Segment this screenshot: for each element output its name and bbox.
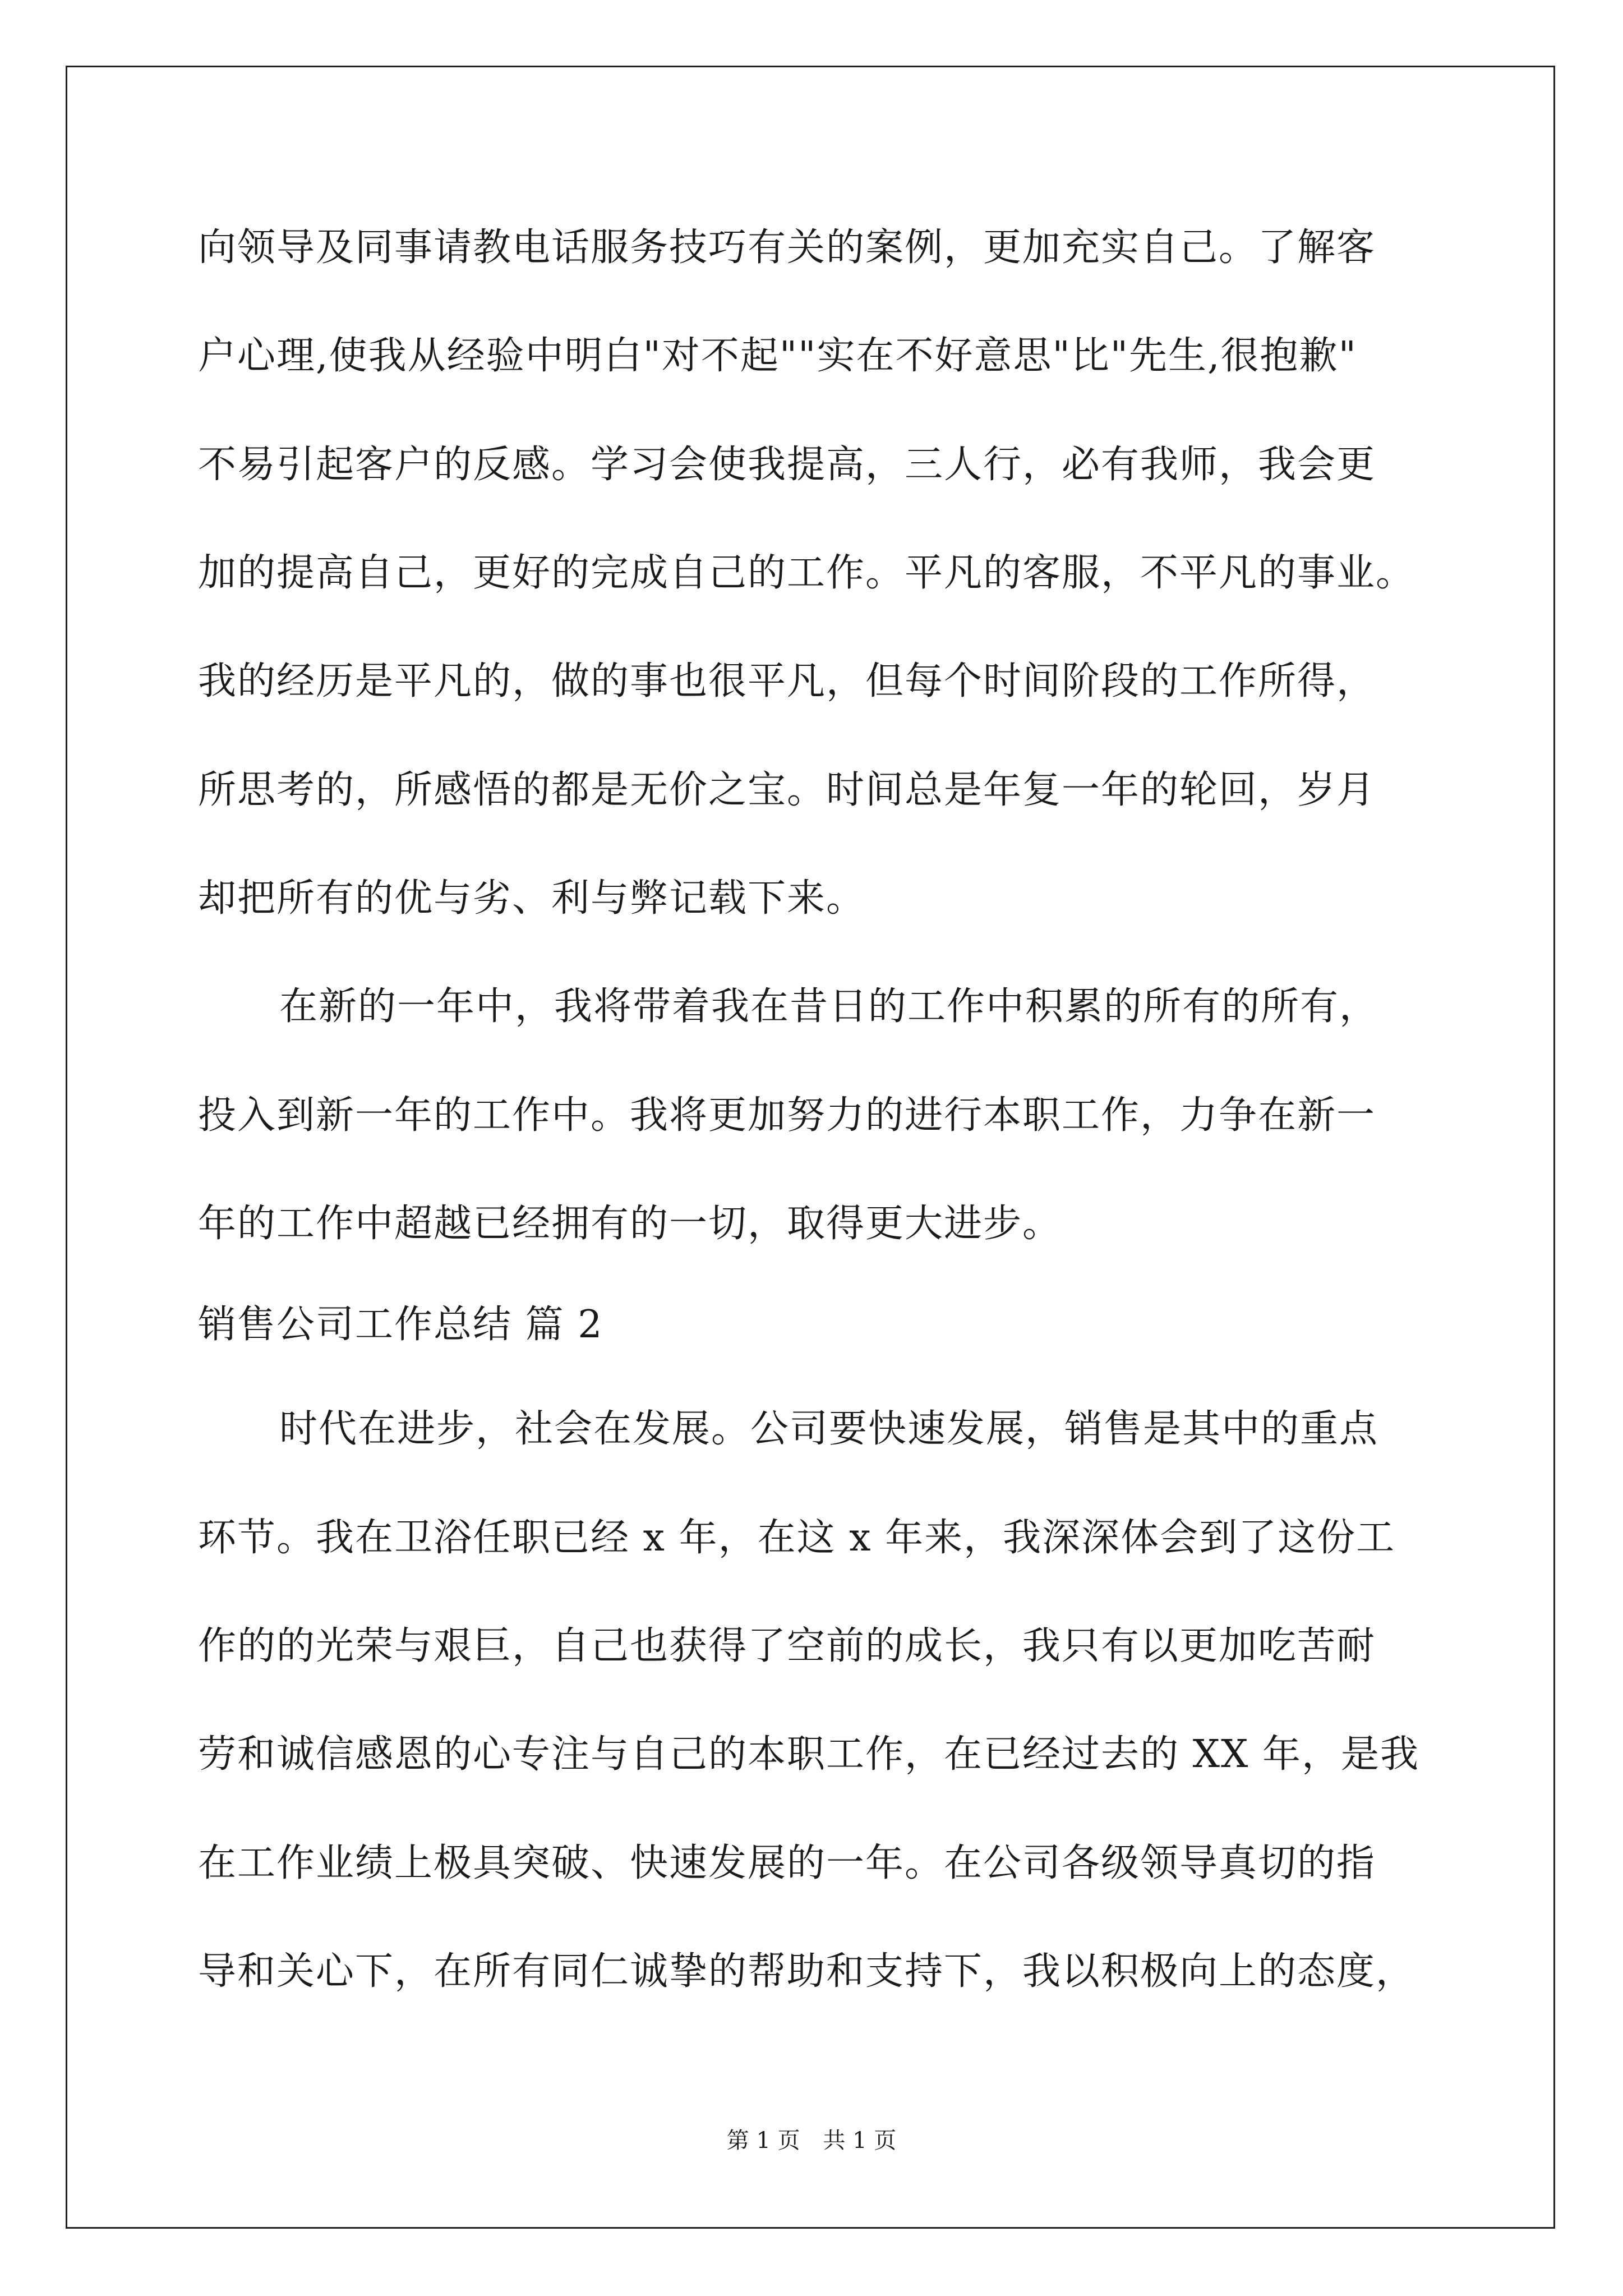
text-line: 在工作业绩上极具突破、快速发展的一年。在公司各级领导真切的指: [198, 1841, 1376, 1885]
text-line: 户心理,使我从经验中明白"对不起""实在不好意思"比"先生,很抱歉": [198, 334, 1357, 378]
text-line: 年的工作中超越已经拥有的一切，取得更大进步。: [198, 1202, 1062, 1246]
text-line: 环节。我在卫浴任职已经 x 年，在这 x 年来，我深深体会到了这份工: [198, 1516, 1396, 1560]
text-line: 加的提高自己，更好的完成自己的工作。平凡的客服，不平凡的事业。: [198, 551, 1415, 595]
text-line: 劳和诚信感恩的心专注与自己的本职工作，在已经过去的 XX 年，是我: [198, 1732, 1420, 1777]
page-footer: [0, 2129, 1623, 2152]
page-number: 第 1 页: [726, 2128, 800, 2154]
text-line: 我的经历是平凡的，做的事也很平凡，但每个时间阶段的工作所得，: [198, 659, 1376, 703]
text-line: 在新的一年中，我将带着我在昔日的工作中积累的所有的所有，: [279, 984, 1379, 1029]
text-line: 却把所有的优与劣、利与弊记载下来。: [198, 876, 866, 921]
text-line: 投入到新一年的工作中。我将更加努力的进行本职工作，力争在新一: [198, 1093, 1376, 1138]
section-heading: 销售公司工作总结 篇 2: [198, 1303, 603, 1347]
text-line: 导和关心下，在所有同仁诚挚的帮助和支持下，我以积极向上的态度，: [198, 1949, 1415, 1994]
text-line: 向领导及同事请教电话服务技巧有关的案例，更加充实自己。了解客: [198, 226, 1376, 270]
text-line: 时代在进步，社会在发展。公司要快速发展，销售是其中的重点: [279, 1407, 1379, 1451]
text-line: 不易引起客户的反感。学习会使我提高，三人行，必有我师，我会更: [198, 443, 1376, 487]
page-total: 共 1 页: [823, 2128, 897, 2154]
text-line: 作的的光荣与艰巨，自己也获得了空前的成长，我只有以更加吃苦耐: [198, 1624, 1376, 1668]
text-line: 所思考的，所感悟的都是无价之宝。时间总是年复一年的轮回，岁月: [198, 768, 1376, 812]
page-border: [66, 66, 1555, 2229]
